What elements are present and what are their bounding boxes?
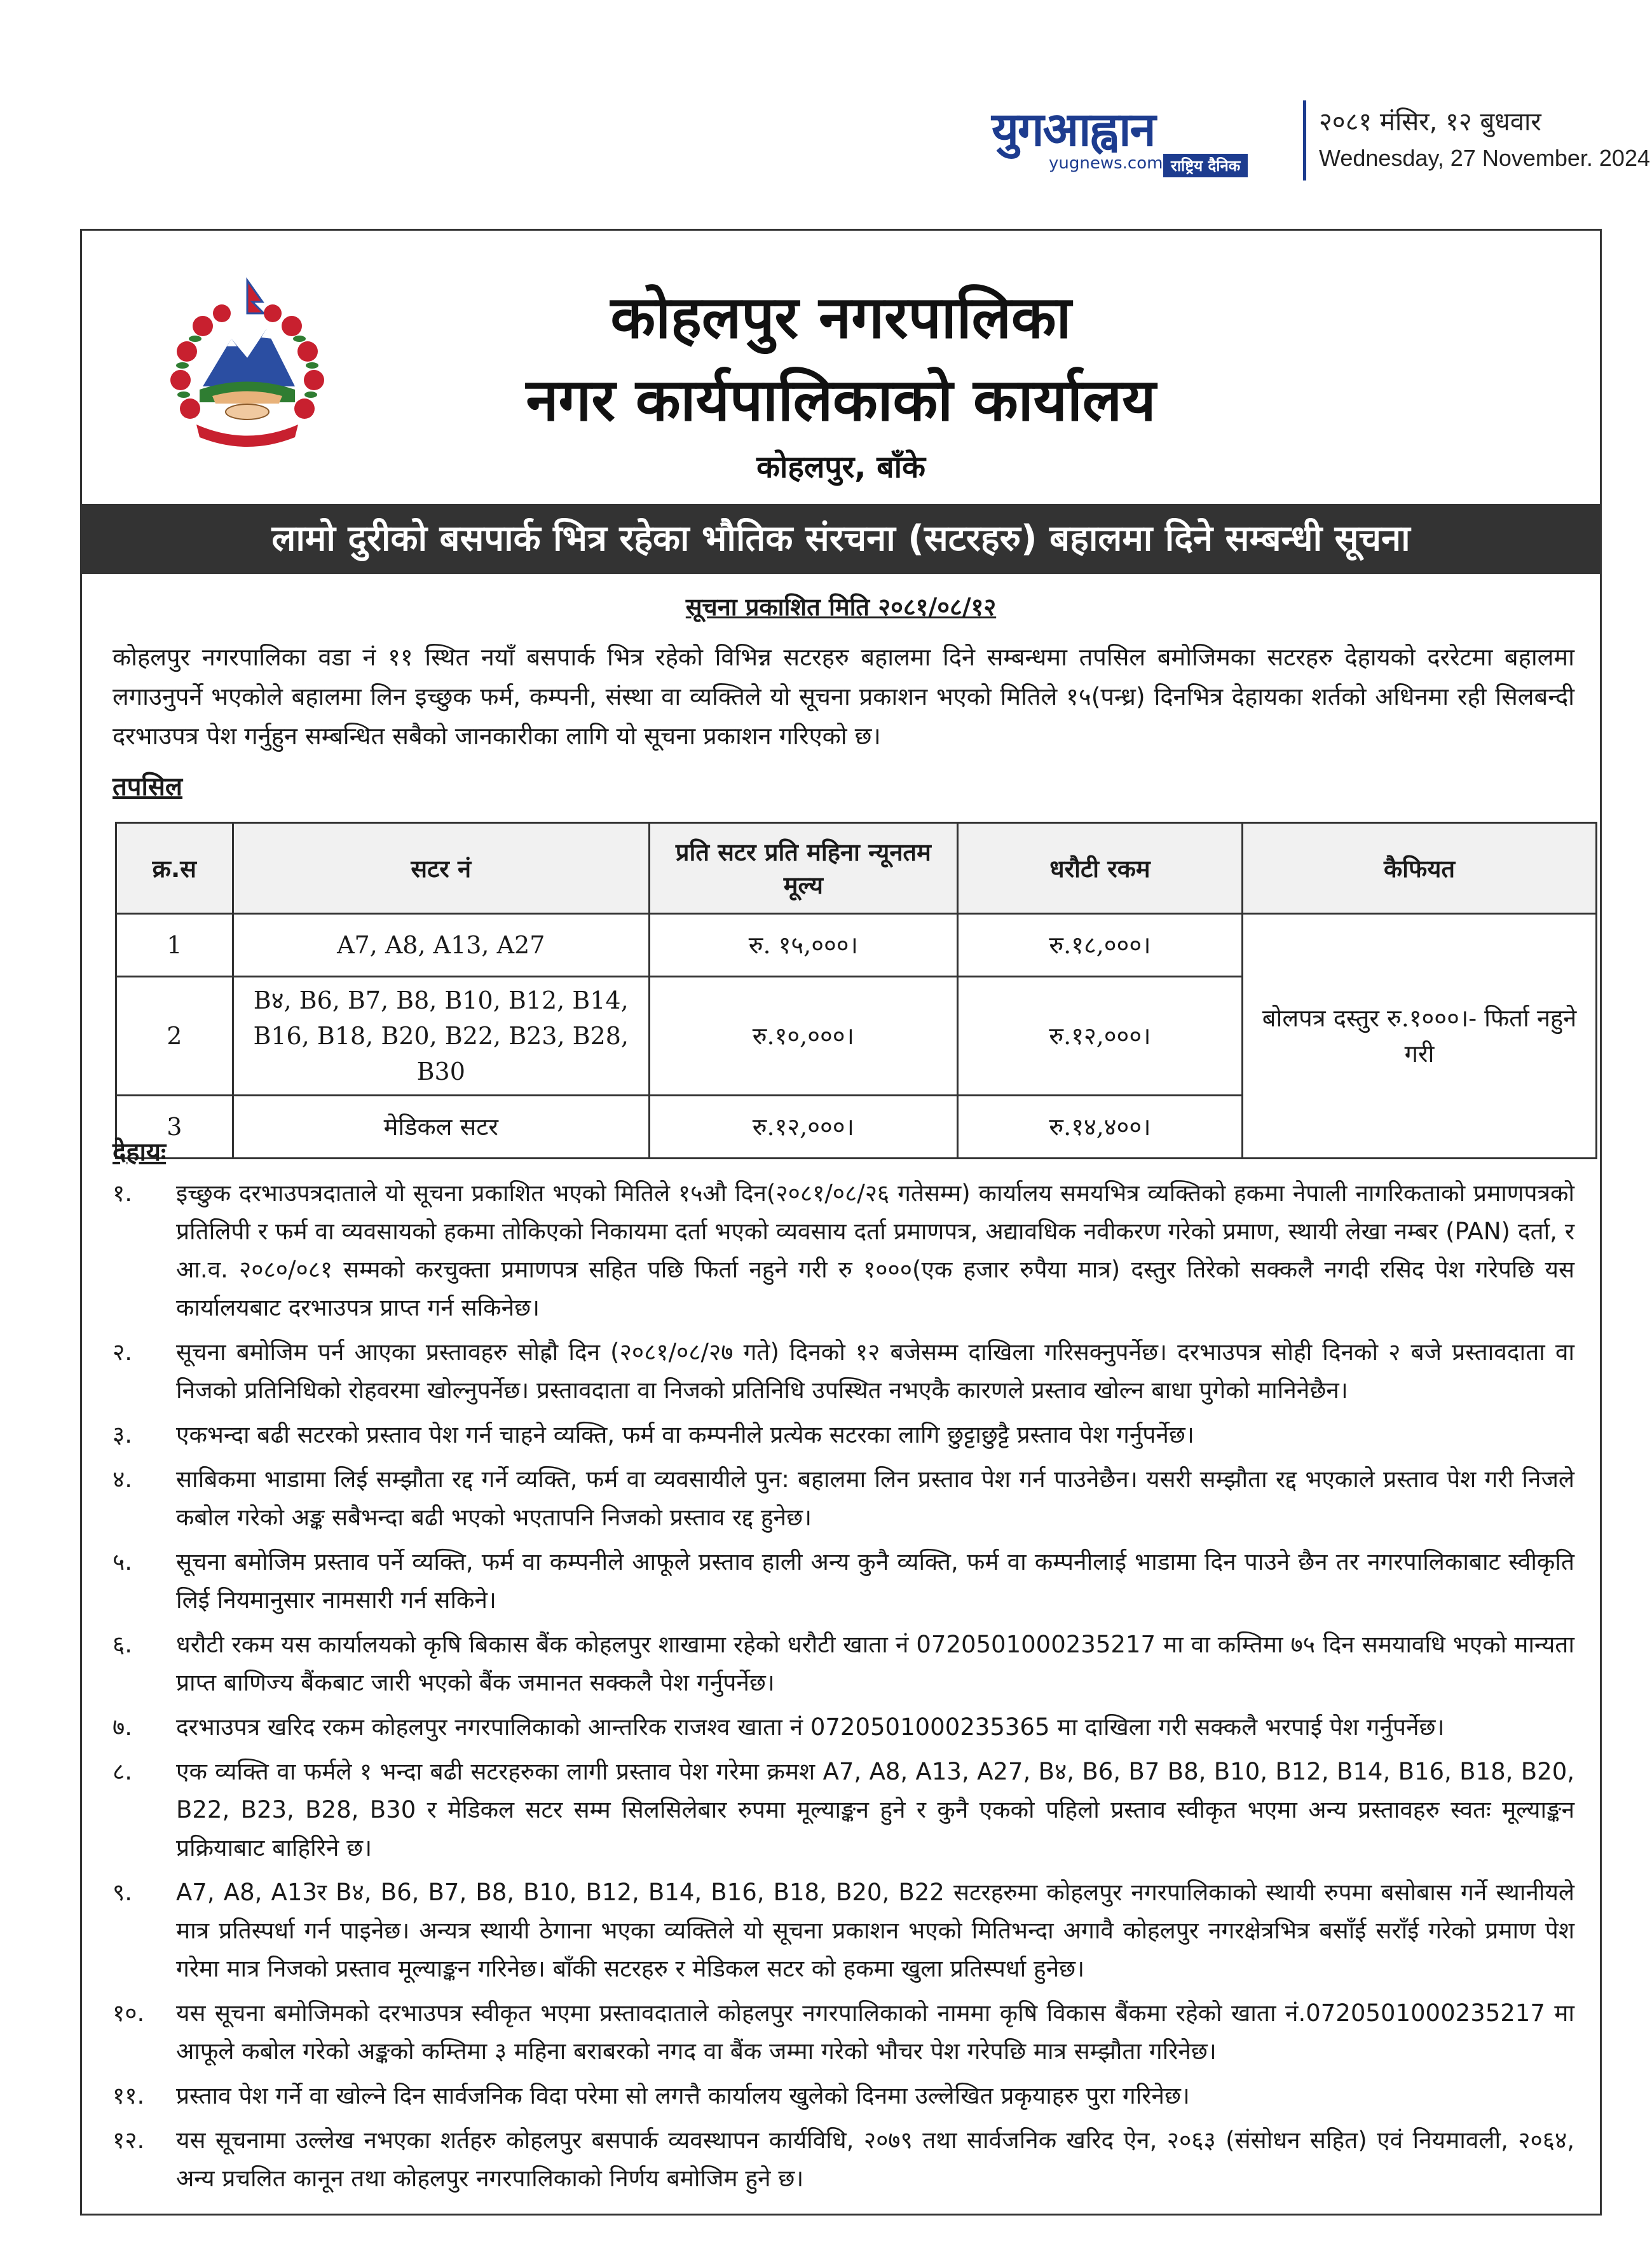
header-deposit: धरौटी रकम [957, 823, 1242, 914]
condition-text: यस सूचना बमोजिमको दरभाउपत्र स्वीकृत भएमा प्रस्तावदाताले कोहलपुर नगरपालिकाको नाममा कृषि विकास बैंकमा रहेको खाता नं.0720501000235217 मा आफूले कबोल गरेको अङ्कको कम्तिमा ३ महिना बराबरको नगद वा बैंक जम्मा गरेको भौचर पेश गरेपछि मात्र सम्झौता गरिनेछ। [176, 1999, 1574, 2065]
condition-text: A7, A8, A13र B४, B6, B7, B8, B10, B12, B14, B16, B18, B20, B22 सटरहरुमा कोहलपुर नगरपालिकाको स्थायी रुपमा बसोबास गर्ने स्थानीयले मात्र प्रतिस्पर्धा गर्न पाइनेछ। अन्यत्र स्थायी ठेगाना भएका व्यक्तिले यो सूचना प्रकाशन भएको मितिभन्दा अगावै कोहलपुर नगरक्षेत्रभित्र बसाँई सराँई गरेको प्रमाण पेश गरेमा मात्र निजको प्रस्ताव मूल्याङ्कन गरिनेछ। बाँकी सटरहरु र मेडिकल सटर को हकमा खुला प्रतिस्पर्धा हुनेछ। [176, 1879, 1574, 1982]
newspaper-tagline: राष्ट्रिय दैनिक [1163, 154, 1248, 177]
list-item [113, 1333, 1574, 1410]
list-item [113, 2077, 1574, 2115]
table-header-row [116, 823, 1597, 914]
list-item [113, 1874, 1574, 1988]
notice-frame [80, 229, 1602, 2216]
table-row [116, 914, 1597, 977]
condition-text: एक व्यक्ति वा फर्मले १ भन्दा बढी सटरहरुका लागी प्रस्ताव पेश गरेमा क्रमश A7, A8, A13, A27, B४, B6, B7 B8, B10, B12, B14, B16, B18, B20, B22, B23, B28, B30 र मेडिकल सटर सम्म सिलसिलेबार रुपमा मूल्याङ्कन हुने र कुनै एकको पहिलो प्रस्ताव स्वीकृत भएमा अन्य प्रस्तावहरु स्वतः मूल्याङ्कन प्रक्रियाबाट बाहिरिने छ। [176, 1758, 1574, 1862]
cell-remark: बोलपत्र दस्तुर रु.१०००।- फिर्ता नहुने गरी [1243, 914, 1597, 1159]
org-title-office: नगर कार्यपालिकाको कार्यालय [526, 366, 1156, 434]
cell-price: रु.१०,०००। [649, 977, 957, 1096]
condition-text: इच्छुक दरभाउपत्रदाताले यो सूचना प्रकाशित भएको मितिले १५औ दिन(२०८१/०८/२६ गतेसम्म) कार्यालय समयभित्र व्यक्तिको हकमा नेपाली नागरिकताको प्रमाणपत्रको प्रतिलिपी र फर्म वा व्यवसायको हकमा तोकिएको निकायमा दर्ता भएको व्यवसाय दर्ता प्रमाणपत्र, अद्यावधिक नवीकरण गरेको प्रमाण, स्थायी लेखा नम्बर (PAN) दर्ता, र आ.व. २०८०/०८१ सम्मको करचुक्ता प्रमाणपत्र सहित पछि फिर्ता नहुने गरी रु १०००(एक हजार रुपैया मात्र) दस्तुर तिरेको सक्कलै नगदी रसिद पेश गरेपछि यस कार्यालयबाट दरभाउपत्र प्राप्त गर्न सकिनेछ। [176, 1180, 1574, 1321]
cell-serial: 2 [116, 977, 233, 1096]
org-title-municipality: कोहलपुर नगरपालिका [610, 283, 1072, 351]
cell-deposit: रु.१४,४००। [957, 1096, 1242, 1159]
condition-number: १०. [113, 1999, 145, 2027]
cell-shutters: A7, A8, A13, A27 [233, 914, 649, 977]
cell-deposit: रु.१८,०००। [957, 914, 1242, 977]
condition-number: ६. [113, 1631, 133, 1658]
newspaper-brand: युगआह्वान [992, 102, 1155, 157]
header-shutter-no: सटर नं [233, 823, 649, 914]
condition-number: १२. [113, 2127, 145, 2154]
org-location: कोहलपुर, बाँके [756, 449, 925, 485]
list-item [113, 2121, 1574, 2198]
condition-text: धरौटी रकम यस कार्यालयको कृषि बिकास बैंक कोहलपुर शाखामा रहेको धरौटी खाता नं 0720501000235217 मा वा कम्तिमा ७५ दिन समयावधि भएको मान्यता प्राप्त बाणिज्य बैंकबाट जारी भएको बैंक जमानत सक्कलै पेश गर्नुपर्नेछ। [176, 1631, 1574, 1696]
header-serial: क्र.स [116, 823, 233, 914]
conditions-heading: देहायः [113, 1138, 167, 1167]
newspaper-masthead [992, 95, 1650, 184]
list-item [113, 1174, 1574, 1327]
list-item [113, 1460, 1574, 1537]
condition-number: ३. [113, 1421, 133, 1448]
condition-number: १. [113, 1180, 133, 1207]
condition-text: दरभाउपत्र खरिद रकम कोहलपुर नगरपालिकाको आन्तरिक राजश्व खाता नं 0720501000235365 मा दाखिला गरी सक्कलै भरपाई पेश गर्नुपर्नेछ। [176, 1713, 1445, 1741]
condition-number: ७. [113, 1713, 133, 1741]
intro-paragraph: कोहलपुर नगरपालिका वडा नं ११ स्थित नयाँ बसपार्क भित्र रहेको विभिन्न सटरहरु बहालमा दिने सम्बन्धमा तपसिल बमोजिमका सटरहरु देहायको दररेटमा बहालमा लगाउनुपर्ने भएकोले बहालमा लिन इच्छुक फर्म, कम्पनी, संस्था वा व्यक्तिले यो सूचना प्रकाशन भएको मितिले १५(पन्ध्र) दिनभित्र देहायका शर्तको अधिनमा रही सिलबन्दी दरभाउपत्र पेश गर्नुहुन सम्बन्धित सबैको जानकारीका लागि यो सूचना प्रकाशन गरिएको छ। [113, 643, 1574, 750]
condition-text: यस सूचनामा उल्लेख नभएका शर्तहरु कोहलपुर बसपार्क व्यवस्थापन कार्यविधि, २०७९ तथा सार्वजनिक खरिद ऐन, २०६३ (संसोधन सहित) एवं नियमावली, २०६४, अन्य प्रचलित कानून तथा कोहलपुर नगरपालिकाको निर्णय बमोजिम हुने छ। [176, 2127, 1574, 2192]
list-item [113, 1708, 1574, 1746]
publication-date: सूचना प्रकाशित मिति २०८१/०८/१२ [685, 593, 997, 621]
masthead-divider [1303, 100, 1306, 180]
conditions-list [113, 1174, 1574, 2204]
condition-text: सूचना बमोजिम प्रस्ताव पर्ने व्यक्ति, फर्म वा कम्पनीले आफूले प्रस्ताव हाली अन्य कुनै व्यक्ति, फर्म वा कम्पनीलाई भाडामा दिन पाउने छैन तर नगरपालिकाबाट स्वीकृति लिई नियमानुसार नामसारी गर्न सकिने। [176, 1548, 1574, 1614]
newspaper-site: yugnews.com [1049, 154, 1163, 173]
condition-text: साबिकमा भाडामा लिई सम्झौता रद्द गर्ने व्यक्ति, फर्म वा व्यवसायीले पुन: बहालमा लिन प्रस्ताव पेश गर्न पाउनेछैन। यसरी सम्झौता रद्द भएकाले प्रस्ताव पेश गरी निजले कबोल गरेको अङ्क सबैभन्दा बढी भएको भएतापनि निजको प्रस्ताव रद्द हुनेछ। [176, 1466, 1574, 1531]
cell-serial: 1 [116, 914, 233, 977]
list-item [113, 1753, 1574, 1867]
schedule-heading: तपसिल [113, 772, 183, 801]
list-item [113, 1543, 1574, 1619]
list-item [113, 1416, 1574, 1454]
cell-price: रु. १५,०००। [649, 914, 957, 977]
cell-deposit: रु.१२,०००। [957, 977, 1242, 1096]
cell-shutters: B४, B6, B7, B8, B10, B12, B14, B16, B18, B20, B22, B23, B28, B30 [233, 977, 649, 1096]
condition-number: २. [113, 1338, 133, 1366]
notice-banner: लामो दुरीको बसपार्क भित्र रहेका भौतिक संरचना (सटरहरु) बहालमा दिने सम्बन्धी सूचना [82, 504, 1600, 574]
condition-text: प्रस्ताव पेश गर्ने वा खोल्ने दिन सार्वजनिक विदा परेमा सो लगत्तै कार्यालय खुलेको दिनमा उल्लेखित प्रकृयाहरु पुरा गरिनेछ। [176, 2082, 1190, 2109]
condition-number: ९. [113, 1879, 133, 1906]
condition-number: ५. [113, 1548, 133, 1576]
cell-serial: 3 [116, 1096, 233, 1159]
header-remarks: कैफियत [1243, 823, 1597, 914]
shutter-table [115, 822, 1597, 1159]
header-min-price: प्रति सटर प्रति महिना न्यूनतम मूल्य [649, 823, 957, 914]
condition-number: ११. [113, 2082, 145, 2109]
date-english: Wednesday, 27 November. 2024 [1319, 145, 1650, 171]
cell-price: रु.१२,०००। [649, 1096, 957, 1159]
condition-text: सूचना बमोजिम पर्न आएका प्रस्तावहरु सोह्रौ दिन (२०८१/०८/२७ गते) दिनको १२ बजेसम्म दाखिला गरिसक्नुपर्नेछ। दरभाउपत्र सोही दिनको २ बजे प्रस्तावदाता वा निजको प्रतिनिधिको रोहवरमा खोल्नुपर्नेछ। प्रस्तावदाता वा निजको प्रतिनिधि उपस्थित नभएकै कारणले प्रस्ताव खोल्न बाधा पुगेको मानिनेछैन। [176, 1338, 1574, 1404]
cell-shutters: मेडिकल सटर [233, 1096, 649, 1159]
list-item [113, 1994, 1574, 2071]
condition-text: एकभन्दा बढी सटरको प्रस्ताव पेश गर्न चाहने व्यक्ति, फर्म वा कम्पनीले प्रत्येक सटरका लागि छुट्टाछुट्टै प्रस्ताव पेश गर्नुपर्नेछ। [176, 1421, 1194, 1448]
condition-number: ४. [113, 1466, 133, 1493]
newspaper-logo [992, 95, 1290, 184]
date-nepali: २०८१ मंसिर, १२ बुधवार [1319, 107, 1541, 137]
condition-number: ८. [113, 1758, 133, 1785]
list-item [113, 1626, 1574, 1702]
